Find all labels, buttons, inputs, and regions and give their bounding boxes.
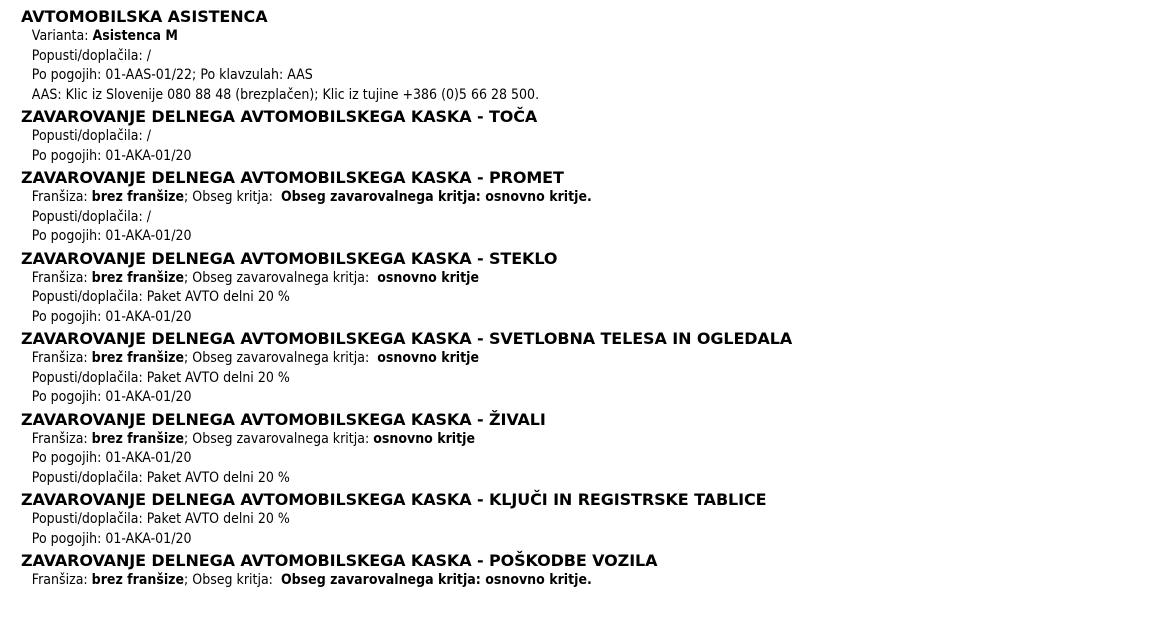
terms-line: Po pogojih: 01-AKA-01/20 xyxy=(31,228,192,244)
coverage-value: osnovno kritje xyxy=(377,269,480,286)
terms-line: Po pogojih: 01-AKA-01/20 xyxy=(31,147,192,164)
section-title: ZAVAROVANJE DELNEGA AVTOMOBILSKEGA KASKA - PROMET xyxy=(21,168,564,187)
deductible-label: Franšiza: xyxy=(31,572,92,588)
terms-line: Po pogojih: 01-AAS-01/22; Po klavzulah: AAS xyxy=(31,67,313,83)
deductible-label: Franšiza: xyxy=(31,189,92,205)
contact-line: AAS: Klic iz Slovenije 080 88 48 (brezplačen); Klic iz tujine +386 (0)5 66 28 500. xyxy=(31,86,540,103)
deductible-line xyxy=(21,188,1038,208)
section-title: AVTOMOBILSKA ASISTENCA xyxy=(21,7,268,26)
deductible-value: brez franšize xyxy=(91,189,185,205)
coverage-label: ; Obseg zavarovalnega kritja: xyxy=(184,350,378,366)
section-title: ZAVAROVANJE DELNEGA AVTOMOBILSKEGA KASKA - STEKLO xyxy=(21,248,558,268)
coverage-label: ; Obseg kritja: xyxy=(184,572,281,588)
deductible-value: brez franšize xyxy=(91,350,185,366)
terms-line: Po pogojih: 01-AKA-01/20 xyxy=(31,389,192,405)
section-title: ZAVAROVANJE DELNEGA AVTOMOBILSKEGA KASKA - KLJUČI IN REGISTRSKE TABLICE xyxy=(21,490,767,509)
variant-line xyxy=(21,27,1038,47)
section-kljuci-tablice xyxy=(21,489,1151,549)
section-poskodbe-vozila xyxy=(21,550,1151,591)
terms-line: Po pogojih: 01-AKA-01/20 xyxy=(31,530,192,547)
section-promet xyxy=(21,167,1151,247)
deductible-line xyxy=(21,269,1038,289)
coverage-label: ; Obseg zavarovalnega kritja: xyxy=(184,269,378,286)
document-body xyxy=(21,6,1151,591)
deductible-label: Franšiza: xyxy=(31,430,92,447)
deductible-value: brez franšize xyxy=(91,430,185,447)
coverage-label: ; Obseg kritja: xyxy=(184,189,281,205)
deductible-line xyxy=(21,571,1038,591)
section-steklo xyxy=(21,248,1151,328)
coverage-label: ; Obseg zavarovalnega kritja: xyxy=(184,430,374,447)
section-title: ZAVAROVANJE DELNEGA AVTOMOBILSKEGA KASKA - POŠKODBE VOZILA xyxy=(21,551,658,570)
discounts-line: Popusti/doplačila: / xyxy=(31,128,151,144)
deductible-label: Franšiza: xyxy=(31,269,92,286)
coverage-value: osnovno kritje xyxy=(377,350,480,366)
deductible-line xyxy=(21,349,1038,369)
discounts-line: Popusti/doplačila: Paket AVTO delni 20 % xyxy=(31,469,290,486)
section-title: ZAVAROVANJE DELNEGA AVTOMOBILSKEGA KASKA - SVETLOBNA TELESA IN OGLEDALA xyxy=(21,329,793,348)
deductible-value: brez franšize xyxy=(91,572,185,588)
discounts-line: Popusti/doplačila: Paket AVTO delni 20 % xyxy=(31,289,290,305)
coverage-value: Obseg zavarovalnega kritja: osnovno kritje. xyxy=(280,189,592,205)
discounts-line: Popusti/doplačila: / xyxy=(31,47,151,64)
discounts-line: Popusti/doplačila: / xyxy=(31,208,151,225)
coverage-value: osnovno kritje xyxy=(373,430,476,447)
section-toca xyxy=(21,106,1151,166)
coverage-value: Obseg zavarovalnega kritja: osnovno kritje. xyxy=(280,572,592,588)
section-title: ZAVAROVANJE DELNEGA AVTOMOBILSKEGA KASKA - ŽIVALI xyxy=(21,409,546,429)
deductible-label: Franšiza: xyxy=(31,350,92,366)
terms-line: Po pogojih: 01-AKA-01/20 xyxy=(31,308,192,325)
terms-line: Po pogojih: 01-AKA-01/20 xyxy=(31,450,192,466)
section-avtomobilska-asistenca xyxy=(21,6,1151,105)
section-title: ZAVAROVANJE DELNEGA AVTOMOBILSKEGA KASKA - TOČA xyxy=(21,107,538,126)
variant-label: Varianta: xyxy=(31,28,93,44)
variant-value: Asistenca M xyxy=(92,28,178,44)
deductible-line xyxy=(21,430,1038,450)
discounts-line: Popusti/doplačila: Paket AVTO delni 20 % xyxy=(31,369,290,386)
discounts-line: Popusti/doplačila: Paket AVTO delni 20 % xyxy=(31,511,290,527)
section-zivali xyxy=(21,409,1151,489)
section-svetlobna-telesa xyxy=(21,328,1151,408)
deductible-value: brez franšize xyxy=(91,269,185,286)
